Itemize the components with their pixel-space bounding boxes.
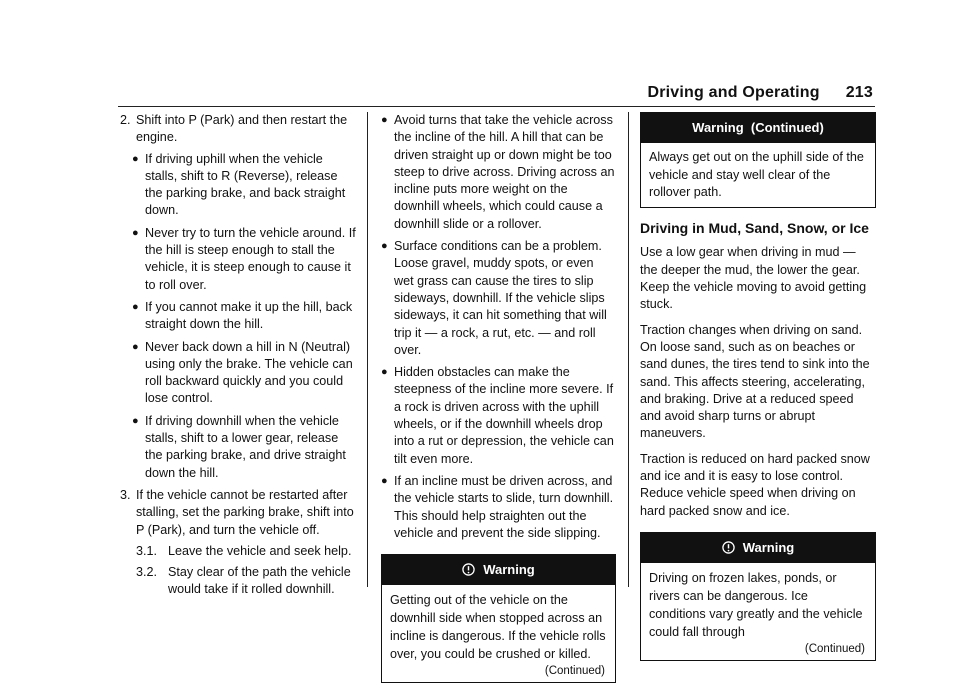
bullet-icon: ●: [132, 300, 139, 313]
step-text: Shift into P (Park) and then restart the engine.: [136, 113, 348, 145]
column-2: [381, 112, 616, 683]
warning-box: [640, 532, 876, 661]
list-item: [132, 413, 358, 482]
bullet-text: Avoid turns that take the vehicle across the incline of the hill. A hill that can be driven straight up or down might be too steep to drive across. Driving across an incline puts more weight on the downhill wheels, which could cause a downhill slide or a rollover.: [394, 113, 615, 231]
warning-icon: [722, 541, 735, 554]
warning-header: [641, 533, 875, 563]
header-rule: [118, 106, 875, 107]
list-item: [381, 238, 616, 359]
step-3: [120, 487, 358, 539]
substep-number: 3.2.: [136, 565, 158, 580]
continued-label: (Continued): [544, 665, 605, 678]
warning-text: Getting out of the vehicle on the downhill side when stopped across an incline is dangerous. If the vehicle rolls over, you could be crushed or killed.: [390, 593, 606, 662]
list-item: [132, 151, 358, 220]
substep-3-2: [136, 564, 358, 599]
warning-header: [382, 555, 615, 585]
step-number: 2.: [120, 113, 131, 127]
bullet-icon: ●: [132, 152, 139, 165]
section-title: Driving and Operating: [647, 84, 820, 101]
column-divider: [628, 112, 629, 587]
list-item: [132, 225, 358, 294]
step-text: If the vehicle cannot be restarted after stalling, set the parking brake, shift into P (Park), and turn the vehicle off.: [136, 487, 354, 537]
warning-body: [641, 143, 875, 207]
warning-box: [381, 554, 616, 683]
bullet-text: If driving uphill when the vehicle stalls, shift to R (Reverse), release the parking brake, and back straight down.: [145, 151, 346, 218]
bullet-icon: ●: [381, 366, 388, 379]
bullet-icon: ●: [132, 414, 139, 427]
bullet-icon: ●: [381, 240, 388, 253]
column-divider: [367, 112, 368, 587]
warning-title: Warning: [742, 539, 795, 555]
warning-icon: [462, 563, 475, 576]
bullet-text: Hidden obstacles can make the steepness of the incline more severe. If a rock is driven across with the uphill wheels, or if the downhill wheels drop into a rut or depression, the vehicle can tilt even more.: [394, 365, 614, 466]
bullet-text: Never back down a hill in N (Neutral) using only the brake. The vehicle can roll backward quickly and you could lose control.: [145, 339, 353, 406]
step-2-bullets: [132, 151, 358, 482]
column-1: [120, 112, 358, 603]
list-item: [132, 339, 358, 408]
section-heading: Driving in Mud, Sand, Snow, or Ice: [640, 220, 869, 237]
bullet-text: If driving downhill when the vehicle stalls, shift to a lower gear, release the parking brake, and drive straight down the hill.: [145, 413, 346, 480]
warning-title: Warning (Continued): [692, 120, 824, 135]
warning-body: [382, 585, 615, 681]
bullet-icon: ●: [381, 474, 388, 487]
substep-3-1: [136, 543, 358, 560]
list-item: [381, 112, 616, 233]
warning-body: [641, 563, 875, 659]
paragraph: Traction is reduced on hard packed snow and ice and it is easy to lose control. Reduce vehicle speed when driving on hard packed snow and ice.: [640, 451, 870, 518]
bullet-text: If an incline must be driven across, and the vehicle starts to slide, turn downhill. This should help straighten out the vehicle and prevent the side slipping.: [394, 473, 614, 540]
continued-label: (Continued): [804, 643, 865, 656]
bullet-text: Surface conditions can be a problem. Loose gravel, muddy spots, or even wet grass can cause the tires to slip sideways, downhill. If the vehicle slips sideways, it can hit something that will trip it — a rock, a rut, etc. — and roll over.: [394, 239, 607, 357]
list-item: [381, 473, 616, 542]
bullet-text: If you cannot make it up the hill, back straight down the hill.: [145, 299, 353, 332]
warning-text: Always get out on the uphill side of the vehicle and stay well clear of the rollover path.: [649, 150, 864, 199]
warning-text: Driving on frozen lakes, ponds, or rivers can be dangerous. Ice conditions vary greatly and the vehicle could fall through: [649, 571, 863, 640]
list-item: [132, 299, 358, 334]
bullet-icon: ●: [132, 340, 139, 353]
warning-title: Warning: [483, 562, 535, 578]
page-header: [647, 84, 873, 102]
list-item: [381, 364, 616, 468]
warning-header: [641, 113, 875, 143]
step-2: [120, 112, 358, 147]
substep-text: Stay clear of the path the vehicle would take if it rolled downhill.: [168, 565, 351, 597]
bullet-text: Never try to turn the vehicle around. If the hill is steep enough to stall the vehicle, it is steep enough to cause it to roll over.: [145, 225, 356, 292]
step-number: 3.: [120, 487, 131, 502]
column-3: [640, 112, 876, 661]
page-number: 213: [845, 84, 873, 101]
warning-continued-box: [640, 112, 876, 208]
substep-text: Leave the vehicle and seek help.: [168, 543, 352, 558]
bullet-icon: ●: [381, 114, 388, 126]
paragraph: Traction changes when driving on sand. On loose sand, such as on beaches or sand dunes, the tires tend to sink into the sand. This affects steering, accelerating, and braking. Drive at a reduced speed and avoid sharp turns or abrupt maneuvers.: [640, 322, 870, 441]
substep-number: 3.1.: [136, 543, 158, 558]
bullet-icon: ●: [132, 226, 139, 239]
paragraph: Use a low gear when driving in mud — the deeper the mud, the lower the gear. Keep the vehicle moving to avoid getting stuck.: [640, 245, 867, 312]
